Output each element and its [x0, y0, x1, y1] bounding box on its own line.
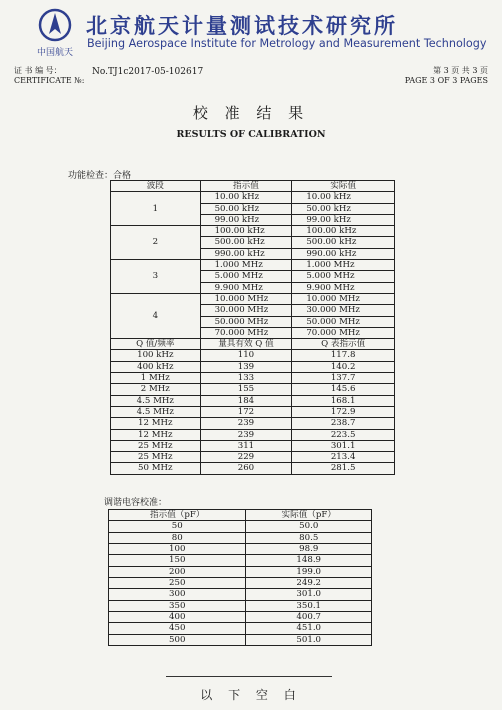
table-cell: 239: [200, 418, 292, 429]
column-header: 指示值: [200, 181, 292, 192]
table-cell: 250: [109, 578, 246, 589]
table-cell: 12 MHz: [111, 418, 201, 429]
table-cell: 500: [109, 634, 246, 645]
table-cell: 25 MHz: [111, 440, 201, 451]
end-divider: [166, 676, 332, 677]
table-row: [109, 578, 372, 589]
table-cell: 99.00 kHz: [292, 214, 395, 225]
table-cell: 172: [200, 406, 292, 417]
function-check: 功能检查：合格: [68, 171, 132, 181]
table-cell: 301.0: [246, 589, 372, 600]
certificate-label: [14, 66, 85, 86]
table-cell: 199.0: [246, 566, 372, 577]
table-row: [111, 373, 395, 384]
table-cell: 70.000 MHz: [200, 327, 292, 338]
table-cell: 500.00 kHz: [292, 237, 395, 248]
table-cell: 400: [109, 612, 246, 623]
table-cell: 451.0: [246, 623, 372, 634]
band-cell: 2: [111, 226, 201, 260]
capacitance-calibration-table: [108, 509, 372, 646]
table-cell: 2 MHz: [111, 384, 201, 395]
table-cell: 100: [109, 544, 246, 555]
table-cell: 30.000 MHz: [292, 305, 395, 316]
column-header: 指示值（pF）: [109, 510, 246, 521]
tuning-capacitance-label: 调谐电容校准：: [104, 498, 168, 508]
certificate-label-cn: 证 书 编 号：: [14, 66, 62, 75]
table-cell: 990.00 kHz: [292, 248, 395, 259]
column-header: Q 表指示值: [292, 339, 395, 350]
q-header-row: [111, 339, 395, 350]
table-cell: 50.00 kHz: [200, 203, 292, 214]
table-cell: 80.5: [246, 532, 372, 543]
certificate-label-en: CERTIFICATE №:: [14, 76, 85, 85]
table-cell: 10.00 kHz: [200, 192, 292, 203]
table-row: [109, 566, 372, 577]
table-header-row: [109, 510, 372, 521]
column-header: 量具有效 Q 值: [200, 339, 292, 350]
table-cell: 100 kHz: [111, 350, 201, 361]
table-row: [109, 521, 372, 532]
table-row: [111, 260, 395, 271]
band-cell: 4: [111, 293, 201, 338]
table-cell: 148.9: [246, 555, 372, 566]
table-cell: 4.5 MHz: [111, 406, 201, 417]
table-cell: 110: [200, 350, 292, 361]
table-cell: 450: [109, 623, 246, 634]
table-cell: 350.1: [246, 600, 372, 611]
table-row: [109, 589, 372, 600]
results-title-cn: 校 准 结 果: [192, 104, 310, 122]
logo-text: 中国航天: [36, 48, 73, 58]
results-title-en: RESULTS OF CALIBRATION: [176, 129, 326, 140]
certificate-number: No.TJ1c2017-05-102617: [92, 67, 204, 77]
table-cell: 150: [109, 555, 246, 566]
table-cell: 223.5: [292, 429, 395, 440]
table-cell: 50.00 kHz: [292, 203, 395, 214]
column-header: Q 值/频率: [111, 339, 201, 350]
table-cell: 100.00 kHz: [200, 226, 292, 237]
table-row: [111, 429, 395, 440]
table-cell: 168.1: [292, 395, 395, 406]
band-cell: 3: [111, 260, 201, 294]
table-cell: 50.0: [246, 521, 372, 532]
table-row: [111, 440, 395, 451]
table-cell: 139: [200, 361, 292, 372]
table-cell: 990.00 kHz: [200, 248, 292, 259]
page-info-en: PAGE 3 OF 3 PAGES: [404, 76, 488, 85]
institute-name-cn: 北京航天计量测试技术研究所: [86, 14, 398, 38]
table-row: [111, 293, 395, 304]
table-row: [109, 612, 372, 623]
table-cell: 137.7: [292, 373, 395, 384]
table-cell: 1.000 MHz: [200, 260, 292, 271]
table-row: [111, 350, 395, 361]
table-row: [111, 361, 395, 372]
table-cell: 311: [200, 440, 292, 451]
table-row: [111, 226, 395, 237]
table-cell: 155: [200, 384, 292, 395]
table-header-row: [111, 181, 395, 192]
table-cell: 9.900 MHz: [200, 282, 292, 293]
table-cell: 5.000 MHz: [200, 271, 292, 282]
table-cell: 213.4: [292, 452, 395, 463]
table-row: [109, 623, 372, 634]
band-cell: 1: [111, 192, 201, 226]
table-row: [111, 452, 395, 463]
table-cell: 80: [109, 532, 246, 543]
table-row: [109, 544, 372, 555]
table-cell: 300: [109, 589, 246, 600]
table-cell: 100.00 kHz: [292, 226, 395, 237]
table-cell: 1.000 MHz: [292, 260, 395, 271]
table-cell: 500.00 kHz: [200, 237, 292, 248]
table-cell: 5.000 MHz: [292, 271, 395, 282]
table-row: [111, 418, 395, 429]
table-row: [111, 463, 395, 474]
table-cell: 50: [109, 521, 246, 532]
table-cell: 117.8: [292, 350, 395, 361]
column-header: 实际值（pF）: [246, 510, 372, 521]
page-info: [405, 66, 488, 86]
page-info-cn: 第 3 页 共 3 页: [433, 66, 488, 75]
table-cell: 281.5: [292, 463, 395, 474]
table-cell: 98.9: [246, 544, 372, 555]
table-row: [111, 192, 395, 203]
table-cell: 30.000 MHz: [200, 305, 292, 316]
aerospace-logo-icon: [38, 8, 72, 42]
table-cell: 400 kHz: [111, 361, 201, 372]
table-cell: 229: [200, 452, 292, 463]
column-header: 波段: [111, 181, 201, 192]
table-row: [111, 395, 395, 406]
table-cell: 239: [200, 429, 292, 440]
table-cell: 249.2: [246, 578, 372, 589]
table-cell: 10.000 MHz: [292, 293, 395, 304]
table-row: [111, 384, 395, 395]
table-row: [109, 634, 372, 645]
table-cell: 9.900 MHz: [292, 282, 395, 293]
table-cell: 501.0: [246, 634, 372, 645]
table-cell: 25 MHz: [111, 452, 201, 463]
table-cell: 10.000 MHz: [200, 293, 292, 304]
table-cell: 12 MHz: [111, 429, 201, 440]
table-cell: 400.7: [246, 612, 372, 623]
table-cell: 260: [200, 463, 292, 474]
table-cell: 50 MHz: [111, 463, 201, 474]
table-cell: 238.7: [292, 418, 395, 429]
table-cell: 50.000 MHz: [200, 316, 292, 327]
table-cell: 133: [200, 373, 292, 384]
table-cell: 70.000 MHz: [292, 327, 395, 338]
table-cell: 301.1: [292, 440, 395, 451]
table-row: [109, 555, 372, 566]
table-row: [111, 406, 395, 417]
table-cell: 200: [109, 566, 246, 577]
institute-name-en: Beijing Aerospace Institute for Metrology and Measurement Technology: [87, 37, 487, 50]
table-cell: 184: [200, 395, 292, 406]
table-cell: 350: [109, 600, 246, 611]
band-calibration-table: [110, 180, 395, 475]
table-row: [109, 600, 372, 611]
table-cell: 1 MHz: [111, 373, 201, 384]
column-header: 实际值: [292, 181, 395, 192]
table-cell: 4.5 MHz: [111, 395, 201, 406]
table-cell: 145.6: [292, 384, 395, 395]
blank-below-notice: 以 下 空 白: [200, 688, 302, 702]
table-cell: 10.00 kHz: [292, 192, 395, 203]
table-cell: 172.9: [292, 406, 395, 417]
table-row: [109, 532, 372, 543]
table-cell: 99.00 kHz: [200, 214, 292, 225]
table-cell: 140.2: [292, 361, 395, 372]
table-cell: 50.000 MHz: [292, 316, 395, 327]
